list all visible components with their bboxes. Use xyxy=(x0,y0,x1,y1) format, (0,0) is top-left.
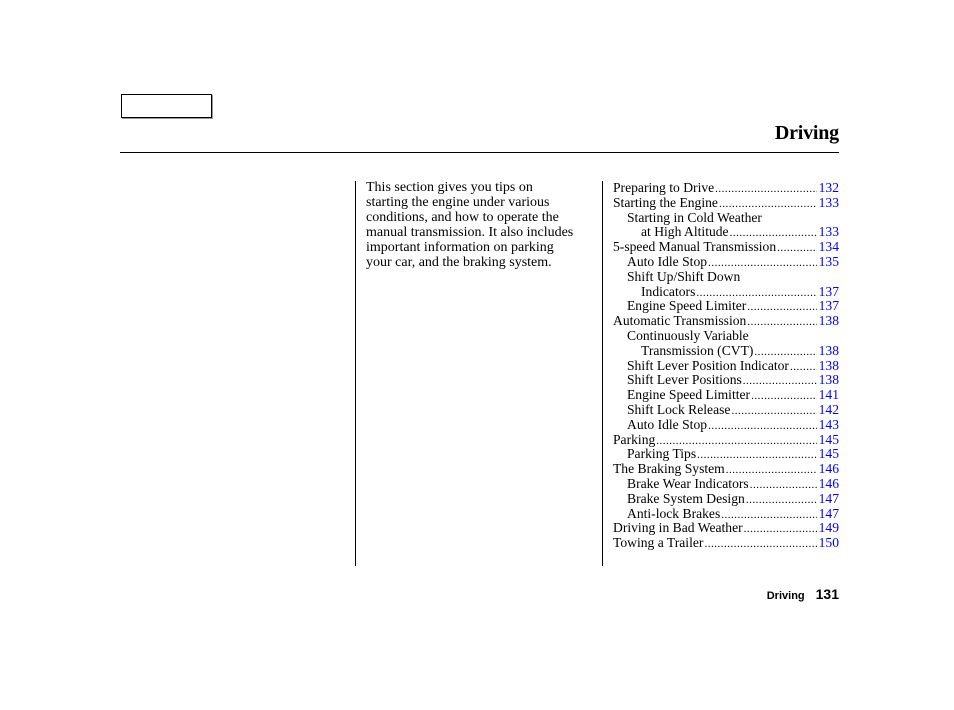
intro-line: your car, and the braking system. xyxy=(366,255,552,270)
header-divider xyxy=(120,152,839,153)
toc-page-link[interactable]: 138 xyxy=(818,313,839,329)
toc-entry xyxy=(613,329,839,344)
toc-page-link[interactable]: 142 xyxy=(818,401,839,417)
toc-entry-label: Starting the Engine xyxy=(613,194,718,210)
toc-entry-label: Auto Idle Stop xyxy=(627,253,708,269)
footer-section-label: Driving xyxy=(766,590,805,602)
intro-line: This section gives you tips on xyxy=(366,180,533,195)
toc-page-link[interactable]: 134 xyxy=(818,239,839,255)
toc-entry-label: Automatic Transmission xyxy=(613,313,747,329)
toc-page-link[interactable]: 135 xyxy=(818,253,839,269)
toc-page-link[interactable]: 147 xyxy=(818,490,839,506)
toc-entry-label: Indicators xyxy=(641,283,696,299)
toc-leader-dots xyxy=(744,522,817,537)
toc-page-link[interactable]: 138 xyxy=(818,342,839,358)
toc-entry-label: Engine Speed Limiter xyxy=(627,298,747,314)
toc-entry[interactable] xyxy=(613,240,839,255)
toc-leader-dots xyxy=(743,374,817,389)
toc-page-link[interactable]: 138 xyxy=(818,357,839,373)
toc-leader-dots xyxy=(747,315,816,330)
toc-entry[interactable] xyxy=(613,462,839,477)
toc-page-link[interactable]: 143 xyxy=(818,416,839,432)
toc-entry-label: Parking Tips xyxy=(627,446,697,462)
toc-entry[interactable] xyxy=(613,299,839,314)
page-footer xyxy=(767,586,839,602)
toc-entry-label: Auto Idle Stop xyxy=(627,416,708,432)
toc-entry-label: Shift Up/Shift Down xyxy=(627,268,741,284)
toc-entry-label: Driving in Bad Weather xyxy=(613,520,743,536)
toc-leader-dots xyxy=(704,537,816,552)
toc-page-link[interactable]: 146 xyxy=(818,461,839,477)
toc-leader-dots xyxy=(751,389,817,404)
toc-page-link[interactable]: 138 xyxy=(818,372,839,388)
toc-entry[interactable] xyxy=(613,196,839,211)
toc-entry[interactable] xyxy=(613,447,839,462)
toc-page-link[interactable]: 133 xyxy=(818,224,839,240)
toc-entry-label: Shift Lever Position Indicator xyxy=(627,357,789,373)
toc-page-link[interactable]: 146 xyxy=(818,475,839,491)
toc-entry[interactable] xyxy=(613,359,839,374)
intro-text xyxy=(366,180,596,270)
toc-entry-label: Brake System Design xyxy=(627,490,745,506)
toc-leader-dots xyxy=(715,182,816,197)
toc-entry xyxy=(613,211,839,226)
toc-entry xyxy=(613,270,839,285)
toc-page-link[interactable]: 145 xyxy=(818,446,839,462)
toc-page-link[interactable]: 150 xyxy=(818,535,839,551)
toc-entry-label: Brake Wear Indicators xyxy=(627,475,749,491)
toc-entry[interactable] xyxy=(613,433,839,448)
toc-entry-label: Engine Speed Limitter xyxy=(627,387,751,403)
main-menu-button[interactable] xyxy=(121,94,212,118)
table-of-contents xyxy=(613,181,839,551)
toc-entry[interactable] xyxy=(613,536,839,551)
toc-page-link[interactable]: 147 xyxy=(818,505,839,521)
toc-entry-label: Starting in Cold Weather xyxy=(627,209,762,225)
toc-entry[interactable] xyxy=(613,255,839,270)
toc-page-link[interactable]: 141 xyxy=(818,387,839,403)
toc-entry[interactable] xyxy=(613,225,839,240)
toc-page-link[interactable]: 149 xyxy=(818,520,839,536)
toc-entry[interactable] xyxy=(613,373,839,388)
toc-entry-label: Transmission (CVT) xyxy=(641,342,754,358)
toc-entry[interactable] xyxy=(613,285,839,300)
toc-leader-dots xyxy=(790,360,817,375)
toc-leader-dots xyxy=(746,493,817,508)
toc-entry[interactable] xyxy=(613,403,839,418)
toc-entry-label: Parking xyxy=(613,431,656,447)
toc-entry[interactable] xyxy=(613,521,839,536)
toc-entry[interactable] xyxy=(613,314,839,329)
toc-page-link[interactable]: 137 xyxy=(818,283,839,299)
toc-leader-dots xyxy=(731,404,816,419)
toc-entry-label: Shift Lever Positions xyxy=(627,372,742,388)
intro-line: conditions, and how to operate the xyxy=(366,210,559,225)
toc-entry-label: at High Altitude xyxy=(641,224,729,240)
toc-entry-label: Shift Lock Release xyxy=(627,401,731,417)
toc-entry-label: Continuously Variable xyxy=(627,327,749,343)
intro-line: starting the engine under various xyxy=(366,195,550,210)
toc-entry[interactable] xyxy=(613,344,839,359)
toc-leader-dots xyxy=(708,419,817,434)
toc-leader-dots xyxy=(777,241,816,256)
page-title: Driving xyxy=(774,122,839,144)
toc-entry-label: The Braking System xyxy=(613,461,725,477)
toc-entry-label: 5-speed Manual Transmission xyxy=(613,239,777,255)
toc-entry[interactable] xyxy=(613,388,839,403)
toc-entry-label: Anti-lock Brakes xyxy=(627,505,721,521)
column-divider-left xyxy=(355,181,356,566)
toc-page-link[interactable]: 133 xyxy=(818,194,839,210)
toc-entry[interactable] xyxy=(613,418,839,433)
toc-page-link[interactable]: 145 xyxy=(818,431,839,447)
toc-entry[interactable] xyxy=(613,507,839,522)
toc-entry-label: Towing a Trailer xyxy=(613,535,704,551)
intro-line: manual transmission. It also includes xyxy=(366,225,574,240)
toc-entry-label: Preparing to Drive xyxy=(613,180,715,195)
toc-leader-dots xyxy=(747,300,816,315)
toc-leader-dots xyxy=(750,478,817,493)
toc-entry[interactable] xyxy=(613,181,839,196)
intro-line: important information on parking xyxy=(366,240,554,255)
toc-page-link[interactable]: 132 xyxy=(818,180,839,195)
footer-page-number: 131 xyxy=(815,586,839,602)
toc-page-link[interactable]: 137 xyxy=(818,298,839,314)
toc-entry[interactable] xyxy=(613,492,839,507)
toc-entry[interactable] xyxy=(613,477,839,492)
column-divider-right xyxy=(602,181,603,566)
